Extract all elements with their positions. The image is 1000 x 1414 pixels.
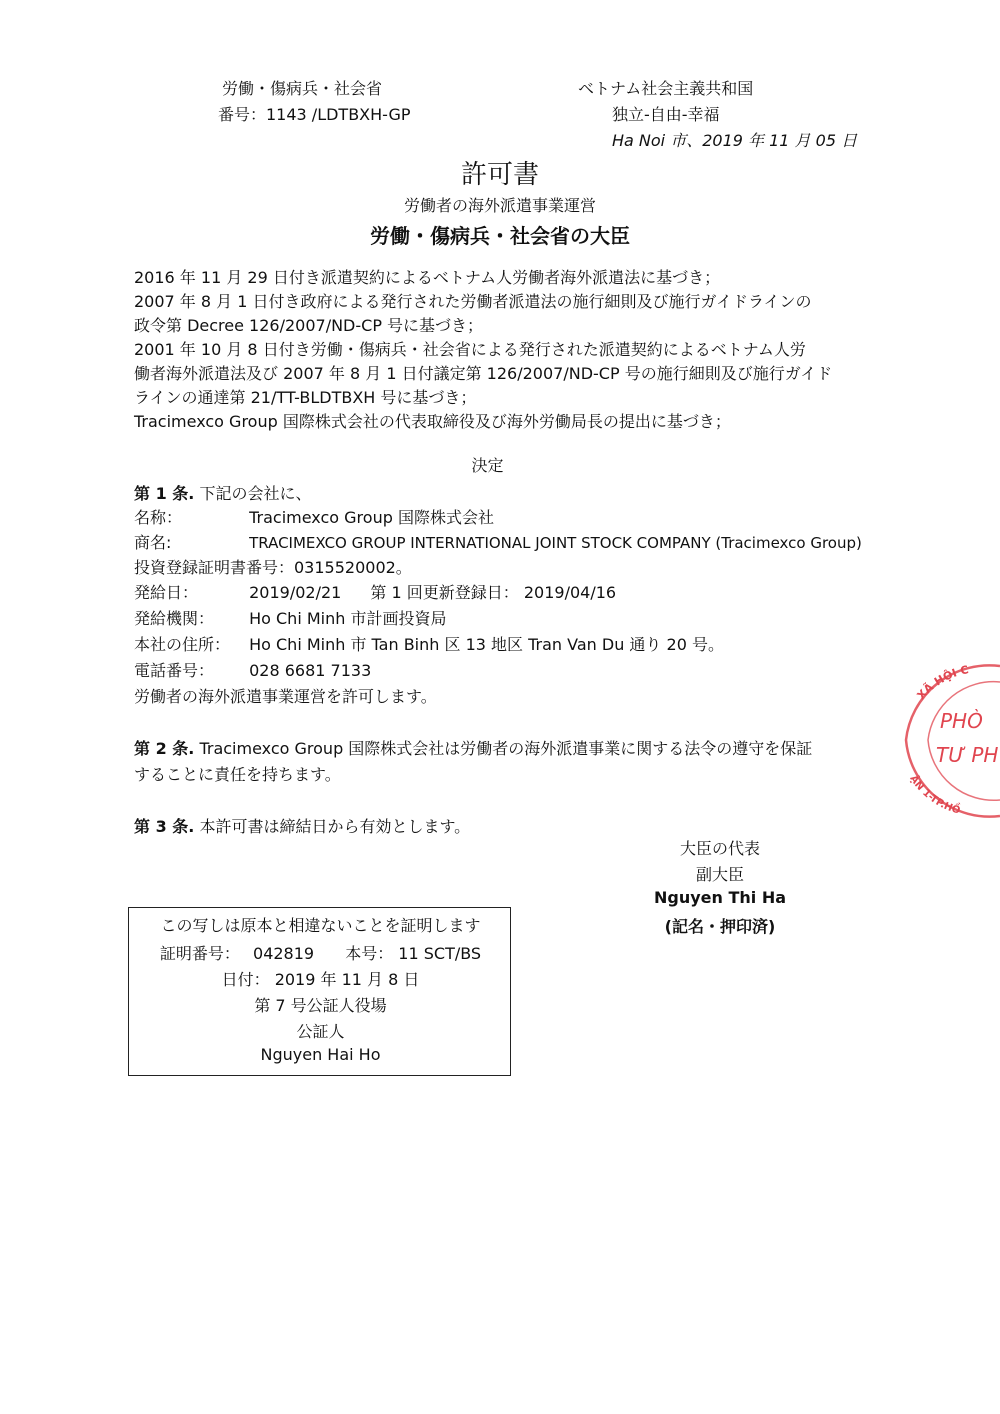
document-subtitle: 労働者の海外派遣事業運営 [403, 196, 596, 215]
phone-label: 電話番号： [134, 661, 215, 680]
issuing-authority-row [134, 606, 446, 629]
issuing-authority-label: 発給機関： [134, 609, 215, 628]
issue-date-value: 2019/02/21 [249, 583, 342, 602]
stamp-word-2: TƯ PH [936, 743, 999, 767]
article1-heading-row [134, 481, 311, 504]
book-number-label: 本号： [345, 944, 394, 963]
renewal-date-label: 第 1 回更新登録日： [370, 583, 519, 602]
cert-number: 042819 [253, 944, 315, 963]
article2-text: Tracimexco Group 国際株式会社は労働者の海外派遣事業に関する法令の遵守を保証 [199, 739, 813, 758]
preamble-line: 2016 年 11 月 29 日付き派遣契約によるベトナム人労働者海外派遣法に基づき； [134, 268, 721, 287]
document-title: 許可書 [460, 160, 539, 190]
preamble-line: ラインの通達第 21/TT-BLDTBXH 号に基づき； [134, 388, 477, 407]
renewal-date-value: 2019/04/16 [523, 583, 617, 602]
national-motto: 独立-自由-幸福 [612, 105, 720, 124]
signature-position: 副大臣 [695, 865, 744, 884]
certification-numbers [129, 941, 512, 964]
phone-row [134, 658, 371, 681]
cert-number-label: 証明番号： [159, 944, 240, 963]
preamble-line: Tracimexco Group 国際株式会社の代表取締役及び海外労働局長の提出に基づき； [134, 412, 731, 431]
article3-row [134, 814, 470, 837]
head-office-label: 本社の住所： [134, 635, 231, 654]
article3-heading: 第 3 条. [134, 817, 195, 836]
issuer-title: 労働・傷病兵・社会省の大臣 [370, 224, 630, 248]
article2-line1 [134, 736, 812, 759]
ministry-name: 労働・傷病兵・社会省 [222, 79, 383, 98]
country-name: ベトナム社会主義共和国 [578, 79, 754, 98]
decision-heading: 決定 [471, 456, 504, 475]
certification-statement: この写しは原本と相違ないことを証明します [160, 916, 481, 935]
preamble-line: 2001 年 10 月 8 日付き労働・傷病兵・社会省による発行された派遣契約によるベトナム人労 [134, 340, 806, 359]
company-name-row [134, 505, 494, 528]
article2-heading: 第 2 条. [134, 739, 195, 758]
stamp-top-arc: XÃ HỘI C [914, 663, 970, 702]
trade-name-label: 商名: [134, 533, 172, 552]
article1-intro: 下記の会社に、 [199, 484, 312, 503]
signatory-name: Nguyen Thi Ha [653, 888, 787, 907]
company-name-label: 名称： [134, 508, 183, 527]
place-date: Ha Noi 市、2019 年 11 月 05 日 [612, 131, 858, 150]
certification-box [128, 907, 511, 1076]
company-name-value: Tracimexco Group 国際株式会社 [249, 508, 494, 527]
signature-note: (記名・押印済) [664, 917, 776, 936]
permit-statement: 労働者の海外派遣事業運営を許可します。 [134, 687, 437, 706]
head-office-row [134, 632, 724, 655]
stamp-word-1: PHÒ [940, 709, 983, 733]
notary-role: 公証人 [296, 1022, 345, 1041]
issuing-authority-value: Ho Chi Minh 市計画投資局 [249, 609, 447, 628]
preamble-line: 2007 年 8 月 1 日付き政府による発行された労働者派遣法の施行細則及び施行ガイドラインの [134, 292, 812, 311]
stamp-bottom-arc: ẬN 1-TP.HỒ [907, 773, 962, 817]
issue-date-label: 発給日： [134, 583, 199, 602]
signature-on-behalf: 大臣の代表 [679, 839, 760, 858]
preamble [134, 266, 844, 434]
issue-date-row [134, 580, 616, 603]
official-stamp [900, 660, 1000, 820]
notary-name: Nguyen Hai Ho [260, 1045, 381, 1064]
article1-heading: 第 1 条. [134, 484, 195, 503]
notary-office: 第 7 号公証人役場 [254, 996, 387, 1015]
certification-date: 日付： 2019 年 11 月 8 日 [221, 970, 420, 989]
head-office-value: Ho Chi Minh 市 Tan Binh 区 13 地区 Tran Van Du 通り 20 号。 [249, 635, 724, 654]
trade-name-value: TRACIMEXCO GROUP INTERNATIONAL JOINT STOCK COMPANY (Tracimexco Group) [249, 534, 862, 552]
phone-value: 028 6681 7133 [249, 661, 372, 680]
article2-line2: することに責任を持ちます。 [134, 765, 341, 784]
trade-name-row [134, 530, 862, 553]
registration-number: 投資登録証明書番号：0315520002。 [134, 558, 412, 577]
preamble-line: 働者海外派遣法及び 2007 年 8 月 1 日付議定第 126/2007/ND-CP 号の施行細則及び施行ガイド [134, 364, 833, 383]
book-number: 11 SCT/BS [398, 944, 482, 963]
preamble-line: 政令第 Decree 126/2007/ND-CP 号に基づき； [134, 316, 484, 335]
article3-text: 本許可書は締結日から有効とします。 [199, 817, 471, 836]
document-number: 番号：1143 /LDTBXH-GP [218, 105, 411, 124]
